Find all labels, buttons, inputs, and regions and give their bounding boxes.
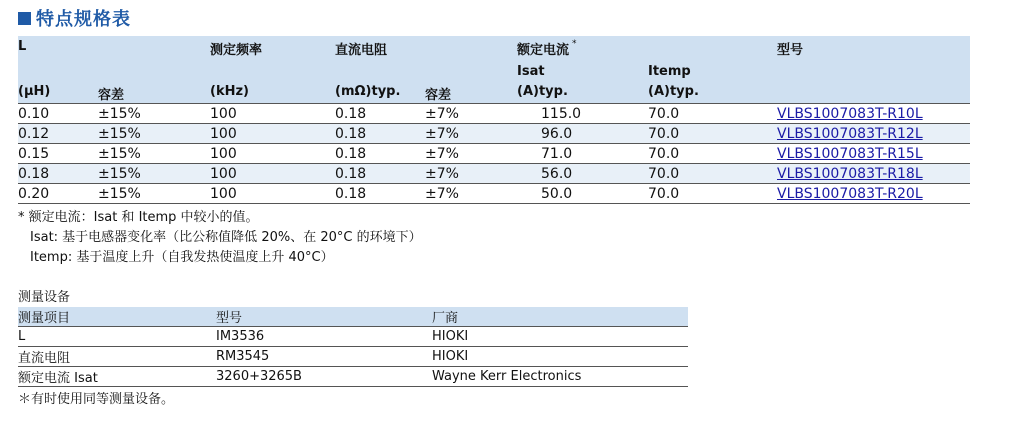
header-dcr-tolerance: 容差 (425, 84, 517, 104)
equipment-table (18, 307, 688, 387)
header-dcr: 直流电阻 (335, 36, 425, 64)
header-unit-itemp: (A)typ. (648, 84, 777, 104)
page-title: 特点规格表 (36, 9, 131, 30)
table-row: 0.12 ±15% 100 0.18 ±7% 96.0 70.0 VLBS1007083T-R12L (18, 124, 970, 144)
model-link[interactable]: VLBS1007083T-R18L (777, 165, 923, 182)
header-isat: Isat (517, 64, 648, 84)
table-row: 0.18 ±15% 100 0.18 ±7% 56.0 70.0 VLBS1007083T-R18L (18, 164, 970, 184)
equipment-header-row (18, 307, 688, 327)
model-link[interactable]: VLBS1007083T-R15L (777, 145, 923, 162)
table-row: 0.10 ±15% 100 0.18 ±7% 115.0 70.0 VLBS1007083T-R10L (18, 104, 970, 124)
footnote-itemp: Itemp: 基于温度上升（自我发热使温度上升 40°C） (30, 250, 334, 265)
header-itemp: Itemp (648, 64, 777, 84)
spec-header-row-1 (18, 36, 970, 64)
header-tolerance: 容差 (98, 84, 210, 104)
equipment-header-item: 测量项目 (18, 307, 216, 327)
table-row: L IM3536 HIOKI (18, 327, 688, 347)
equipment-note: ＊有时使用同等测量设备。 (18, 392, 175, 407)
table-row: 额定电流 Isat 3260+3265B Wayne Kerr Electronics (18, 367, 688, 387)
header-l: L (18, 36, 98, 64)
header-model: 型号 (777, 36, 970, 64)
header-unit-mohm: (mΩ)typ. (335, 84, 425, 104)
header-rated-current: 额定电流 * (517, 36, 648, 64)
equipment-header-maker: 厂商 (432, 307, 688, 327)
table-row: 0.15 ±15% 100 0.18 ±7% 71.0 70.0 VLBS1007083T-R15L (18, 144, 970, 164)
model-link[interactable]: VLBS1007083T-R10L (777, 105, 923, 122)
asterisk-mark: * (572, 39, 577, 49)
header-unit-khz: (kHz) (210, 84, 335, 104)
table-row: 0.20 ±15% 100 0.18 ±7% 50.0 70.0 VLBS1007083T-R20L (18, 184, 970, 204)
header-frequency: 测定频率 (210, 36, 335, 64)
footnote-rated-current: * 额定电流：Isat 和 Itemp 中较小的值。 (18, 210, 259, 225)
equipment-title: 测量设备 (18, 290, 71, 305)
spec-table (18, 36, 970, 204)
table-row: 直流电阻 RM3545 HIOKI (18, 347, 688, 367)
model-link[interactable]: VLBS1007083T-R12L (777, 125, 923, 142)
spec-header-row-3 (18, 84, 970, 104)
title-square-icon (18, 12, 31, 25)
header-unit-uh: (μH) (18, 84, 98, 104)
spec-header-row-2 (18, 64, 970, 84)
page-title-row (18, 6, 131, 30)
model-link[interactable]: VLBS1007083T-R20L (777, 185, 923, 202)
footnote-isat: Isat: 基于电感器变化率（比公称值降低 20%、在 20°C 的环境下） (30, 230, 422, 245)
header-unit-isat: (A)typ. (517, 84, 648, 104)
footnotes (18, 208, 422, 268)
equipment-header-model: 型号 (216, 307, 432, 327)
